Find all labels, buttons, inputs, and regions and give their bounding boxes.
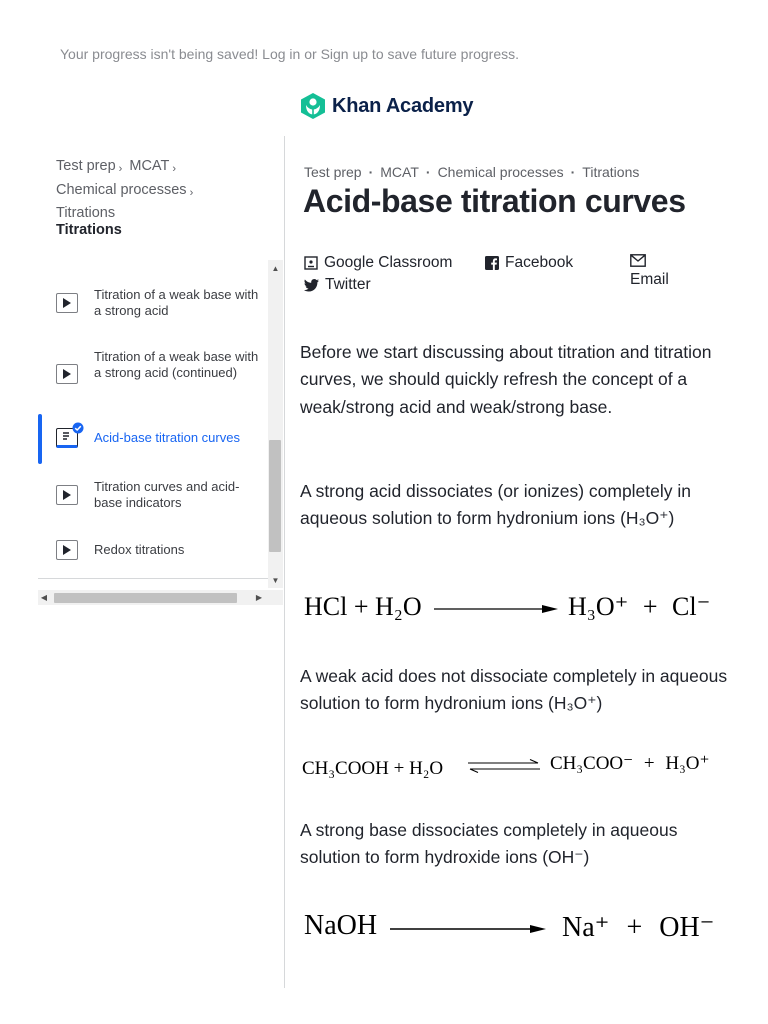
progress-banner: [60, 46, 519, 62]
paragraph-intro: Before we start discussing about titration and titration curves, we should quickly refresh the concept of a weak/strong acid and weak/strong base.: [300, 342, 712, 417]
sidebar-title: Titrations: [56, 222, 122, 238]
product-hydroxide: OH⁻: [659, 912, 715, 943]
chevron-right-icon: ›: [189, 186, 194, 199]
equation-products: [562, 910, 714, 944]
hydronium-ion-formula: (H₃O⁺): [620, 508, 675, 529]
list-divider: [38, 578, 268, 579]
breadcrumb-separator: ·: [368, 164, 374, 180]
paragraph-weak-acid-text: A weak acid does not dissociate completely in aqueous solution to form hydronium ions: [300, 666, 728, 714]
facebook-label: Facebook: [505, 254, 574, 271]
khan-leaf-icon: [300, 92, 326, 120]
email-icon: [630, 254, 646, 267]
equation-products: [550, 752, 710, 775]
logo-text: Khan Academy: [332, 94, 474, 117]
crumb-test-prep[interactable]: Test prep: [304, 164, 362, 180]
list-item-label: Acid-base titration curves: [94, 430, 240, 445]
play-icon: [56, 293, 78, 313]
crumb-mcat[interactable]: MCAT: [380, 164, 419, 180]
sidebar-crumb-chemical-processes[interactable]: Chemical processes: [56, 181, 187, 198]
page-title: Acid-base titration curves: [303, 183, 686, 219]
plus-sign: +: [626, 912, 643, 943]
email-button[interactable]: [630, 254, 669, 289]
banner-text: Your progress isn't being saved!: [60, 46, 263, 62]
equation-reactants: NaOH: [304, 910, 378, 941]
list-item-label: Titration of a weak base with a strong acid (continued): [94, 349, 259, 380]
paragraph-weak-acid: [300, 663, 740, 718]
equation-strong-acid: [304, 592, 422, 622]
login-link[interactable]: Log in: [262, 46, 301, 62]
list-item-label: Titration of a weak base with a strong acid: [94, 287, 259, 318]
sidebar-crumb-mcat[interactable]: MCAT: [129, 158, 170, 174]
column-divider: [284, 136, 285, 988]
play-icon: [56, 540, 78, 560]
breadcrumb-separator: ·: [570, 164, 576, 180]
article-check-icon: [56, 428, 78, 448]
sidebar-crumb-titrations[interactable]: Titrations: [56, 205, 116, 221]
paragraph-strong-base-text: A strong base dissociates completely in aqueous solution to form hydroxide ions: [300, 820, 678, 868]
google-classroom-label: Google Classroom: [324, 254, 453, 271]
equation-products: [568, 592, 710, 622]
khan-academy-logo[interactable]: [300, 92, 473, 120]
signup-link[interactable]: Sign up: [320, 46, 369, 62]
product-hydronium: H₃O⁺: [665, 753, 710, 774]
list-item-weak-base-strong-acid-continued[interactable]: [38, 348, 268, 398]
paragraph-strong-base: [300, 817, 740, 872]
chevron-right-icon: ›: [172, 163, 177, 175]
breadcrumb-separator: ·: [425, 164, 431, 180]
banner-text-end: to save future progress.: [368, 46, 520, 62]
list-item-titration-curves-indicators[interactable]: [38, 478, 268, 512]
product-acetate: CH₃COO⁻: [550, 753, 634, 774]
twitter-label: Twitter: [325, 276, 371, 293]
product-chloride: Cl⁻: [672, 592, 711, 621]
play-icon: [56, 364, 78, 384]
sidebar-crumb-test-prep[interactable]: Test prep: [56, 158, 116, 174]
list-item-weak-base-strong-acid[interactable]: [38, 286, 268, 320]
product-sodium: Na⁺: [562, 912, 610, 943]
scroll-down-arrow-icon[interactable]: ▼: [271, 576, 280, 585]
list-item-redox-titrations[interactable]: [38, 538, 268, 562]
equilibrium-arrow-icon: [466, 758, 542, 774]
google-classroom-icon: [304, 256, 318, 270]
paragraph-strong-acid-text: A strong acid dissociates (or ionizes) completely in aqueous solution to form hydronium ions: [300, 481, 692, 529]
scroll-right-arrow-icon[interactable]: ▶: [255, 593, 263, 602]
lesson-list: [38, 260, 268, 580]
list-item-acid-base-titration-curves[interactable]: [38, 420, 268, 456]
equation-strong-base: [304, 910, 377, 942]
plus-sign: +: [642, 592, 658, 621]
horizontal-scroll-thumb[interactable]: [54, 593, 237, 603]
twitter-icon: [304, 279, 319, 292]
reaction-arrow-icon: [434, 600, 558, 616]
vertical-scroll-thumb[interactable]: [269, 440, 281, 552]
banner-text-mid: or: [300, 46, 321, 62]
crumb-titrations[interactable]: Titrations: [582, 164, 640, 180]
paragraph-strong-acid: [300, 478, 730, 533]
play-icon: [56, 485, 78, 505]
facebook-icon: [485, 256, 499, 270]
hydronium-ion-formula: (H₃O⁺): [548, 693, 603, 714]
product-hydronium: H₃O⁺: [568, 592, 629, 621]
hydroxide-ion-formula: (OH⁻): [542, 847, 590, 868]
chevron-right-icon: ›: [118, 163, 123, 175]
google-classroom-button[interactable]: [304, 254, 452, 272]
equation-reactants: HCl + H₂O: [304, 592, 422, 621]
scrollbar-corner: [268, 590, 283, 605]
twitter-button[interactable]: [304, 276, 371, 294]
scroll-up-arrow-icon[interactable]: ▲: [271, 264, 280, 273]
equation-reactants: CH₃COOH + H₂O: [302, 758, 444, 779]
list-item-label: Titration curves and acid-base indicators: [94, 479, 240, 510]
equation-weak-acid: [302, 758, 443, 780]
facebook-button[interactable]: [485, 254, 573, 272]
sidebar-breadcrumb: [56, 156, 266, 224]
crumb-chemical-processes[interactable]: Chemical processes: [437, 164, 564, 180]
email-label: Email: [630, 271, 669, 288]
breadcrumb: [304, 164, 639, 180]
plus-sign: +: [643, 753, 655, 774]
reaction-arrow-icon: [390, 921, 546, 937]
list-item-label: Redox titrations: [94, 542, 185, 557]
scroll-left-arrow-icon[interactable]: ◀: [40, 593, 48, 602]
